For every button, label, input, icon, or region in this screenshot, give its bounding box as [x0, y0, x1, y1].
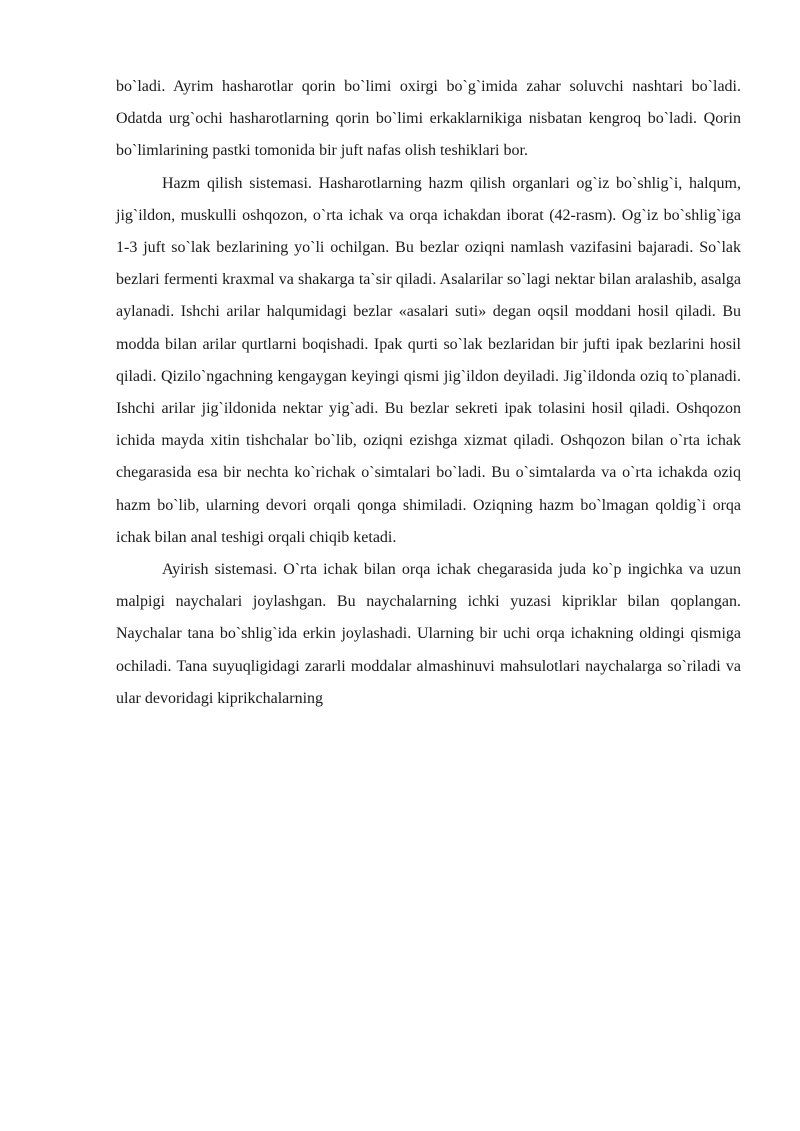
paragraph-excretory-system: Ayirish sistemasi. O`rta ichak bilan orqa ichak chegarasida juda ko`p ingichka va uzun malpigi naychalari joylashgan. Bu naychalarning ichki yuzasi kipriklar bilan qoplangan. Naychalar tana bo`shlig`ida erkin joylashadi. Ularning bir uchi orqa ichakning oldingi qismiga ochiladi. Tana suyuqligidagi zararli moddalar almashinuvi mahsulotlari naychalarga so`riladi va ular devoridagi kiprikchalarning — [116, 561, 741, 707]
paragraph-digestive-system: Hazm qilish sistemasi. Hasharotlarning hazm qilish organlari og`iz bo`shlig`i, halqum, jig`ildon, muskulli oshqozon, o`rta ichak va orqa ichakdan iborat (42-rasm). Og`iz bo`shlig`iga 1-3 juft so`lak bezlarining yo`li ochilgan. Bu bezlar oziqni namlash vazifasini bajaradi. So`lak bezlari fermenti kraxmal va shakarga ta`sir qiladi. Asalarilar so`lagi nektar bilan aralashib, asalga aylanadi. Ishchi arilar halqumidagi bezlar «asalari suti» degan oqsil moddani hosil qiladi. Bu modda bilan arilar qurtlarni boqishadi. Ipak qurti so`lak bezlaridan bir jufti ipak bezlarini hosil qiladi. Qizilo`ngachning kengaygan keyingi qismi jig`ildon deyiladi. Jig`ildonda oziq to`planadi. Ishchi arilar jig`ildonida nektar yig`adi. Bu bezlar sekreti ipak tolasini hosil qiladi. Oshqozon ichida mayda xitin tishchalar bo`lib, oziqni ezishga xizmat qiladi. Oshqozon bilan o`rta ichak chegarasida esa bir nechta ko`richak o`simtalari bo`ladi. Bu o`simtalarda va o`rta ichakda oziq hazm bo`lib, ularning devori orqali qonga shimiladi. Oziqning hazm bo`lmagan qoldig`i orqa ichak bilan anal teshigi orqali chiqib ketadi. — [116, 174, 741, 546]
paragraph-abdomen-continuation: bo`ladi. Ayrim hasharotlar qorin bo`limi oxirgi bo`g`imida zahar soluvchi nashtari bo`ladi. Odatda urg`ochi hasharotlarning qorin bo`limi erkaklarnikiga nisbatan kengroq bo`ladi. Qorin bo`limlarining pastki tomonida bir juft nafas olish teshiklari bor. — [116, 78, 741, 160]
document-body — [116, 71, 741, 715]
